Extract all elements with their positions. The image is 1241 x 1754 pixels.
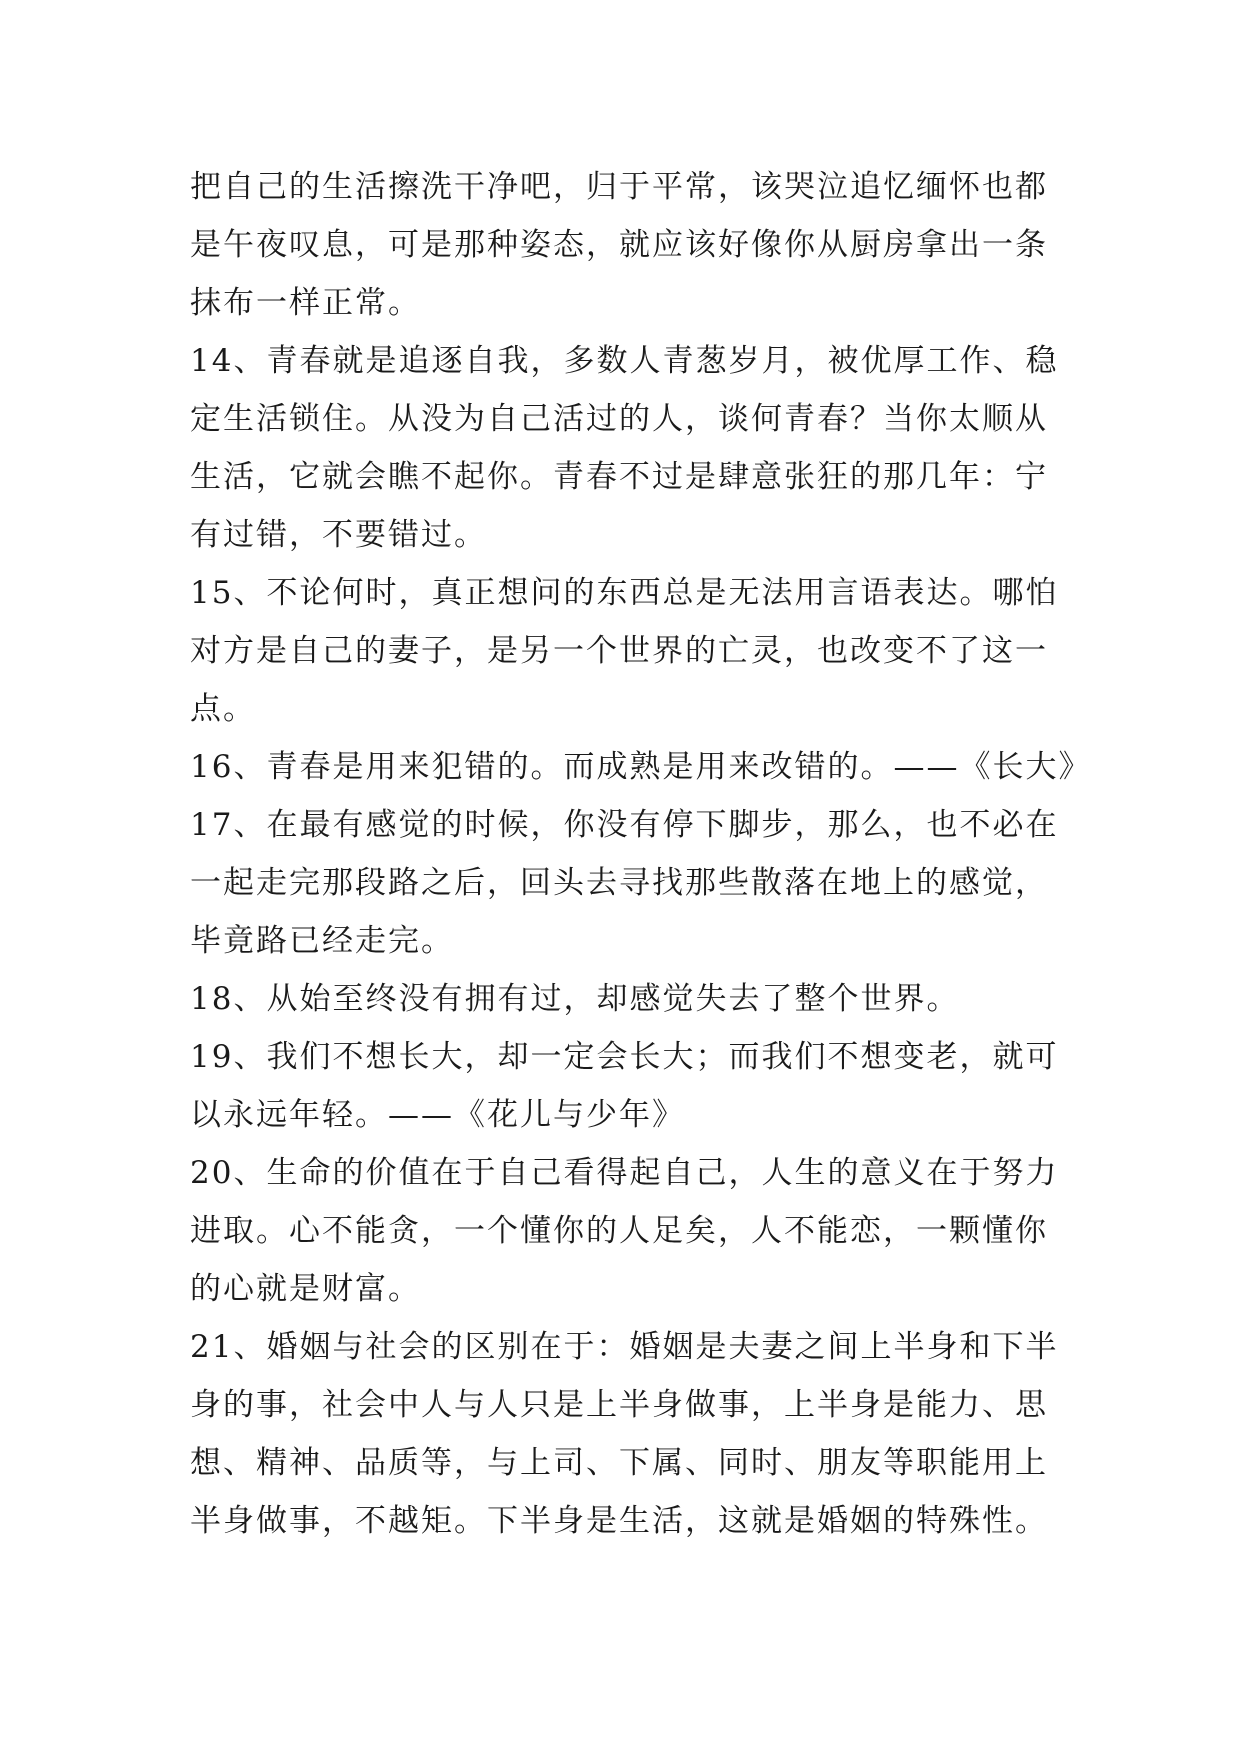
text-line: 一起走完那段路之后，回头去寻找那些散落在地上的感觉， [190, 865, 1048, 901]
text-line: 对方是自己的妻子，是另一个世界的亡灵，也改变不了这一 [190, 633, 1048, 669]
text-line: 17、在最有感觉的时候，你没有停下脚步，那么，也不必在 [190, 807, 1059, 843]
text-line: 20、生命的价值在于自己看得起自己，人生的意义在于努力 [190, 1155, 1059, 1191]
text-line: 是午夜叹息，可是那种姿态，就应该好像你从厨房拿出一条 [190, 227, 1048, 263]
text-line: 把自己的生活擦洗干净吧，归于平常，该哭泣追忆缅怀也都 [190, 169, 1048, 205]
text-line: 的心就是财富。 [190, 1271, 421, 1307]
text-line: 半身做事，不越矩。下半身是生活，这就是婚姻的特殊性。 [190, 1503, 1048, 1539]
text-line: 以永远年轻。——《花儿与少年》 [190, 1097, 685, 1133]
document-body [190, 158, 1092, 1550]
text-line: 16、青春是用来犯错的。而成熟是用来改错的。——《长大》 [190, 749, 1092, 785]
text-line: 有过错，不要错过。 [190, 517, 487, 553]
text-line: 想、精神、品质等，与上司、下属、同时、朋友等职能用上 [190, 1445, 1048, 1481]
text-line: 19、我们不想长大，却一定会长大；而我们不想变老，就可 [190, 1039, 1059, 1075]
text-line: 15、不论何时，真正想问的东西总是无法用言语表达。哪怕 [190, 575, 1059, 611]
text-line: 毕竟路已经走完。 [190, 923, 454, 959]
text-line: 生活，它就会瞧不起你。青春不过是肆意张狂的那几年：宁 [190, 459, 1048, 495]
text-line: 抹布一样正常。 [190, 285, 421, 321]
text-line: 18、从始至终没有拥有过，却感觉失去了整个世界。 [190, 981, 960, 1017]
text-line: 定生活锁住。从没为自己活过的人，谈何青春？当你太顺从 [190, 401, 1048, 437]
text-line: 进取。心不能贪，一个懂你的人足矣，人不能恋，一颗懂你 [190, 1213, 1048, 1249]
text-line: 14、青春就是追逐自我，多数人青葱岁月，被优厚工作、稳 [190, 343, 1059, 379]
text-line: 21、婚姻与社会的区别在于：婚姻是夫妻之间上半身和下半 [190, 1329, 1059, 1365]
text-line: 点。 [190, 691, 256, 727]
text-line: 身的事，社会中人与人只是上半身做事，上半身是能力、思 [190, 1387, 1048, 1423]
